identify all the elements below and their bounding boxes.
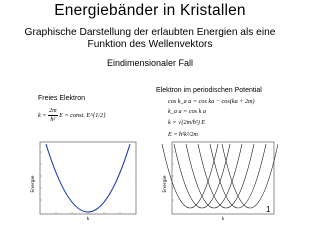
band-curve [186,144,242,208]
subtitle-line-2: Funktion des Wellenvektors [87,39,213,50]
formula-tail: E = const. E^{1/2} [59,111,106,119]
periodic-formula-4: E = ħ²k²/2m [168,131,198,138]
band-curve [222,144,278,208]
right-x-axis-label: k [221,217,225,222]
band-curve [162,144,218,208]
plot-frame [172,142,274,214]
formula-fraction [48,107,58,124]
periodic-formula-3: k = √(2m/ħ²) E [168,119,206,126]
y-ticks [172,152,174,200]
section-title: Eindimensionaler Fall [106,58,194,68]
left-panel-label: Freies Elektron [38,95,86,102]
right-panel-label: Elektron im periodischen Potential [156,87,262,94]
free-electron-plot [28,140,140,222]
formula-denominator: ħ² [50,116,56,123]
formula-numerator: 2m [49,107,57,114]
slide-title: Energiebänder in Kristallen [54,2,246,19]
band-curve [198,144,254,208]
subtitle-line-1: Graphische Darstellung der erlaubten Energien als eine [24,27,276,38]
band-curves [162,144,278,208]
band-curve [210,144,266,208]
band-curve [174,144,230,208]
band-structure-plot [160,140,278,222]
plot-frame [40,142,136,214]
page-number: 1 [266,205,271,214]
periodic-formula-2: k_a a = cos k a [168,108,207,115]
left-y-axis-label: Energie [31,175,36,193]
free-electron-formula [38,107,106,124]
periodic-formula-1: cos k_a a = cos ka − cos(ka + 2m) [168,98,255,105]
right-y-axis-label: Energie [163,175,168,193]
parabola-curve [46,144,130,212]
formula-k: k = [38,111,47,119]
left-x-axis-label: k [86,217,90,222]
